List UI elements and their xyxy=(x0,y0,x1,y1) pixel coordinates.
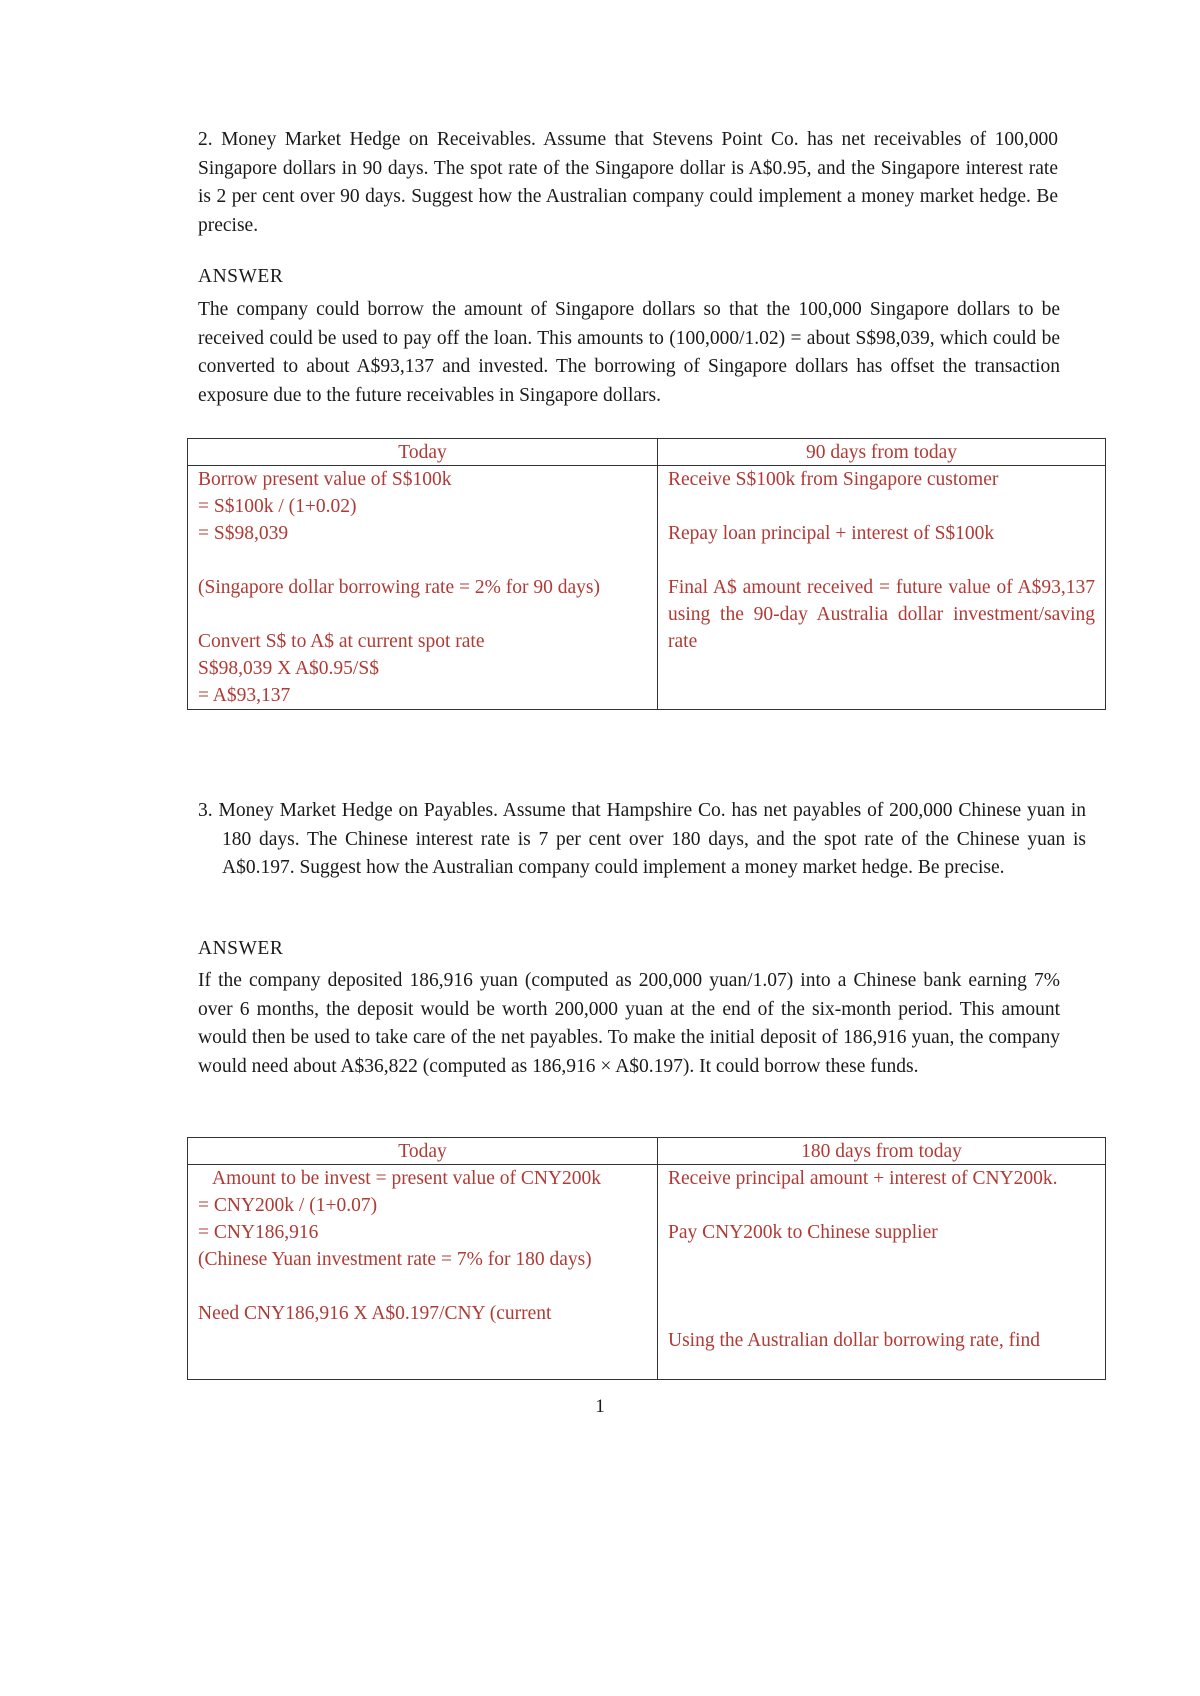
future-line-3: Using the Australian dollar borrowing rate, find xyxy=(668,1330,1041,1351)
header-180-days: 180 days from today xyxy=(658,1138,1106,1165)
answer-label-2: ANSWER xyxy=(198,266,284,287)
today-cell xyxy=(188,1165,658,1380)
table-row xyxy=(188,1165,1106,1380)
hedge-table-payables xyxy=(187,1137,1106,1380)
future-cell xyxy=(658,466,1106,710)
table-row xyxy=(188,466,1106,710)
future-line-1: Receive principal amount + interest of CNY200k. xyxy=(668,1168,1058,1189)
answer-2-text: The company could borrow the amount of Singapore dollars so that the 100,000 Singapore dollars to be received could be used to pay off the loan. This amounts to (100,000/1.02) = about S$98,039, which could be converted to about A$93,137 and invested. The borrowing of Singapore dollars has offset the transaction exposure due to the future receivables in Singapore dollars. xyxy=(198,299,1060,406)
today-rate-note: (Chinese Yuan investment rate = 7% for 180 days) xyxy=(198,1249,592,1270)
today-line-2: = CNY200k / (1+0.07) xyxy=(198,1195,378,1216)
answer-3-text: If the company deposited 186,916 yuan (computed as 200,000 yuan/1.07) into a Chinese bank earning 7% over 6 months, the deposit would be worth 200,000 yuan at the end of the six-month period. This amount would then be used to take care of the net payables. To make the initial deposit of 186,916 yuan, the company would need about A$36,822 (computed as 186,916 × A$0.197). It could borrow these funds. xyxy=(198,970,1060,1077)
future-line-1: Receive S$100k from Singapore customer xyxy=(668,469,999,490)
answer-label-3: ANSWER xyxy=(198,938,284,959)
today-line-3: = CNY186,916 xyxy=(198,1222,319,1243)
today-line-3: = S$98,039 xyxy=(198,523,289,544)
today-rate-note: (Singapore dollar borrowing rate = 2% for 90 days) xyxy=(198,577,600,598)
today-need-line: Need CNY186,916 X A$0.197/CNY (current xyxy=(198,1303,552,1324)
today-convert-2: S$98,039 X A$0.95/S$ xyxy=(198,658,379,679)
header-today: Today xyxy=(188,439,658,466)
future-line-3: Final A$ amount received = future value of A$93,137 using the 90-day Australia dollar investment/saving rate xyxy=(668,577,1095,652)
today-line-1: Amount to be invest = present value of CNY200k xyxy=(212,1168,602,1189)
header-90-days: 90 days from today xyxy=(658,439,1106,466)
future-cell xyxy=(658,1165,1106,1380)
future-line-2: Pay CNY200k to Chinese supplier xyxy=(668,1222,938,1243)
header-today: Today xyxy=(188,1138,658,1165)
hedge-table-receivables xyxy=(187,438,1106,710)
today-line-2: = S$100k / (1+0.02) xyxy=(198,496,357,517)
today-line-1: Borrow present value of S$100k xyxy=(198,469,452,490)
table-header-row xyxy=(188,439,1106,466)
future-line-2: Repay loan principal + interest of S$100k xyxy=(668,523,995,544)
today-convert-3: = A$93,137 xyxy=(198,685,291,706)
today-cell xyxy=(188,466,658,710)
question-2: 2. Money Market Hedge on Receivables. Assume that Stevens Point Co. has net receivables of 100,000 Singapore dollars in 90 days. The spot rate of the Singapore dollar is A$0.95, and the Singapore interest rate is 2 per cent over 90 days. Suggest how the Australian company could implement a money market hedge. Be precise. xyxy=(198,129,1058,236)
today-convert-1: Convert S$ to A$ at current spot rate xyxy=(198,631,485,652)
question-3: 3. Money Market Hedge on Payables. Assume that Hampshire Co. has net payables of 200,000 Chinese yuan in 180 days. The Chinese interest rate is 7 per cent over 180 days, and the spot rate of the Chinese yuan is A$0.197. Suggest how the Australian company could implement a money market hedge. Be precise. xyxy=(198,800,1086,878)
page-number: 1 xyxy=(595,1396,605,1417)
table-header-row xyxy=(188,1138,1106,1165)
